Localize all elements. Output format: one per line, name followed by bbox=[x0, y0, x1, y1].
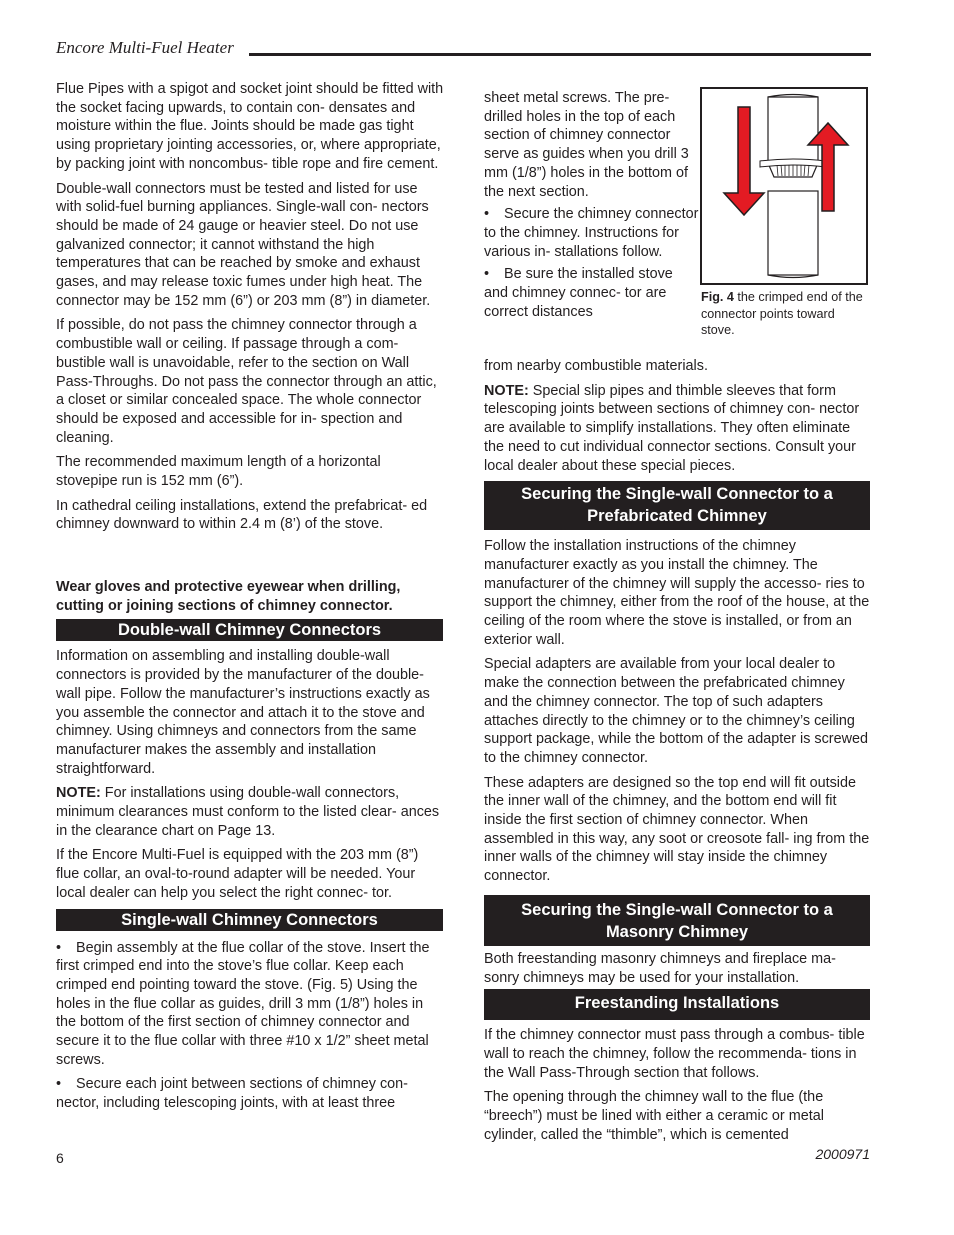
note-text: For installations using double-wall connectors, minimum clearances must conform to the listed clear- ances in the clearance chart on Page 13. bbox=[56, 785, 440, 839]
paragraph: Special adapters are available from your local dealer to make the connection between the prefabricated chimney and the chimney connector. The top of such adapters attaches directly to the chimney or to the chimney’s ceiling support package, while the bottom of the adapter is screwed to the chimney connector. bbox=[484, 656, 868, 766]
document-number: 2000971 bbox=[815, 1146, 870, 1162]
bullet-icon: • bbox=[56, 939, 62, 956]
section-heading-double-wall: Double-wall Chimney Connectors bbox=[56, 619, 443, 641]
section-heading-single-wall: Single-wall Chimney Connectors bbox=[56, 909, 443, 931]
arrow-down-icon bbox=[724, 107, 764, 215]
note-paragraph bbox=[56, 784, 444, 840]
safety-warning: Wear gloves and protective eyewear when drilling, cutting or joining sections of chimney connector. bbox=[56, 579, 401, 614]
paragraph: Information on assembling and installing double-wall connectors is provided by the manufacturer of the double-wall pipe. Follow the manufacturer’s instructions exactly as you assemble the connector and attach it to the stove and chimney. Using chimneys and connectors from the same manufacturer makes the assembly and installation straightforward. bbox=[56, 648, 430, 777]
left-column bbox=[56, 80, 444, 540]
figure-4-illustration bbox=[700, 87, 868, 285]
figure-label: Fig. 4 bbox=[701, 290, 734, 304]
left-column-lower bbox=[56, 578, 444, 1119]
paragraph: Flue Pipes with a spigot and socket joint should be fitted with the socket facing upwards, to contain con- densates and moisture within the flue. Joints should be made gas tight using proprietary jointing accessories, or, where appropriate, by packing joint with noncombus- tible rope and fire cement. bbox=[56, 81, 444, 172]
bullet-text: Secure the chimney connector to the chimney. Instructions for various in- stallations follow. bbox=[484, 206, 699, 260]
paragraph: The recommended maximum length of a horizontal stovepipe run is 152 mm (6”). bbox=[56, 454, 381, 490]
bullet-item bbox=[484, 205, 699, 261]
paragraph: The opening through the chimney wall to the flue (the “breech”) must be lined with either a ceramic or metal cylinder, called the “thimble”, which is cemented bbox=[484, 1089, 824, 1143]
note-label: NOTE: bbox=[484, 382, 529, 399]
figure-caption bbox=[701, 289, 866, 339]
section-heading-masonry: Securing the Single-wall Connector to a Masonry Chimney bbox=[484, 895, 870, 946]
paragraph: sheet metal screws. The pre-drilled holes in the top of each section of chimney connector serve as guides when you drill 3 mm (1/8”) holes in the bottom of the next section. bbox=[484, 90, 689, 200]
figure-caption-text: the crimped end of the connector points toward stove. bbox=[701, 290, 863, 337]
bullet-text: Begin assembly at the flue collar of the stove. Insert the first crimped end into the stove’s flue collar. Keep each crimped end pointing toward the stove. (Fig. 5) Using the holes in the flue collar as guides, drill 3 mm (1/8”) holes in the bottom of the first section of chimney connector and secure it to the flue collar with three #10 x 1/2” sheet metal screws. bbox=[56, 939, 430, 1068]
bullet-item bbox=[484, 265, 699, 321]
paragraph: Both freestanding masonry chimneys and fireplace ma- sonry chimneys may be used for your installation. bbox=[484, 950, 836, 986]
right-column bbox=[484, 357, 870, 1151]
note-paragraph bbox=[484, 382, 870, 476]
paragraph: If the Encore Multi-Fuel is equipped with the 203 mm (8”) flue collar, an oval-to-round adapter will be needed. Your local dealer can help you select the right connec- tor. bbox=[56, 847, 419, 901]
paragraph: In cathedral ceiling installations, extend the prefabricat- ed chimney downward to within 2.4 m (8’) of the stove. bbox=[56, 497, 428, 533]
page-number: 6 bbox=[56, 1150, 64, 1166]
bullet-text: Be sure the installed stove and chimney connec- tor are correct distances bbox=[484, 266, 673, 320]
paragraph: Follow the installation instructions of the chimney manufacturer exactly as you install the chimney. The manufacturer of the chimney will supply the accesso- ries to support the chimney, either from the roof of the house, at the ceiling of the room where the stove is installed, or from an exterior wall. bbox=[484, 538, 870, 648]
bullet-text: Secure each joint between sections of chimney con- nector, including telescoping joints, with at least three bbox=[56, 1076, 408, 1112]
bullet-item bbox=[56, 939, 444, 1070]
bullet-icon: • bbox=[56, 1076, 62, 1093]
bullet-icon: • bbox=[484, 206, 490, 223]
paragraph: If possible, do not pass the chimney connector through a combustible wall or ceiling. If passage through a com- bustible wall is unavoidable, refer to the section on Wall Pass-Throughs. Do not pass the connector through an attic, a closet or similar concealed space. The whole connector should be exposed and accessible for in- spection and cleaning. bbox=[56, 317, 437, 446]
note-text: Special slip pipes and thimble sleeves that form telescoping joints between sections of chimney con- nector are available to simplify installations. They often eliminate the need to cut individual connector sections. Consult your local dealer about these special pieces. bbox=[484, 382, 860, 474]
paragraph: These adapters are designed so the top end will fit outside the inner wall of the chimney, and the bottom end will fit inside the first section of chimney connector. When assembled in this way, any soot or creosote fall- ing from the inner walls of the chimney will stay inside the chimney connector. bbox=[484, 774, 870, 885]
header-title: Encore Multi-Fuel Heater bbox=[56, 38, 234, 57]
header-rule bbox=[249, 53, 871, 56]
paragraph: from nearby combustible materials. bbox=[484, 358, 708, 374]
paragraph: If the chimney connector must pass through a combus- tible wall to reach the chimney, follow the recommenda- tions in the Wall Pass-Through section that follows. bbox=[484, 1027, 865, 1081]
bullet-item bbox=[56, 1075, 444, 1112]
section-heading-prefabricated: Securing the Single-wall Connector to a Prefabricated Chimney bbox=[484, 481, 870, 530]
connector-diagram bbox=[702, 89, 866, 283]
paragraph: Double-wall connectors must be tested and listed for use with solid-fuel burning appliances. Single-wall con- nectors should be made of 24 gauge or heavier steel. Do not use galvanized connector; it cannot withstand the high temperatures that can be reached by smoke and exhaust gases, and may release toxic fumes under high heat. The connector may be 152 mm (6”) or 203 mm (8”) in diameter. bbox=[56, 180, 431, 309]
right-column-top bbox=[484, 89, 699, 327]
bullet-icon: • bbox=[484, 266, 490, 283]
note-label: NOTE: bbox=[56, 785, 101, 802]
section-heading-freestanding: Freestanding Installations bbox=[484, 989, 870, 1020]
